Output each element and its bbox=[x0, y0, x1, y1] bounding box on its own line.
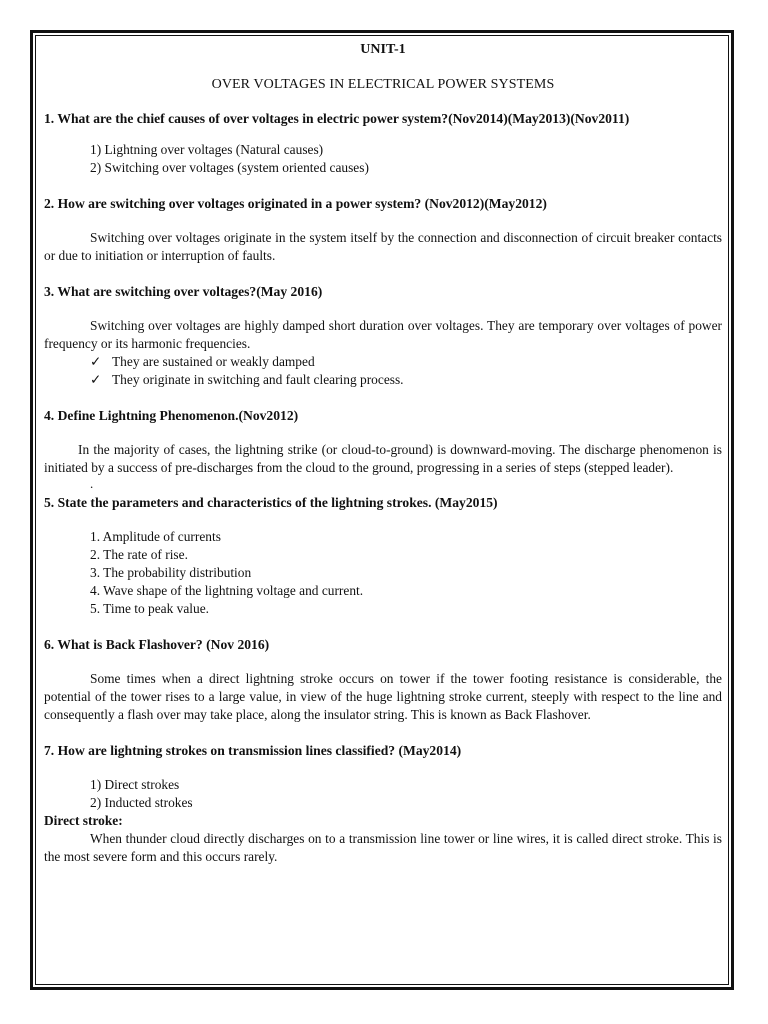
question-7: 7. How are lightning strokes on transmission lines classified? (May2014) bbox=[44, 743, 462, 758]
answer-7: When thunder cloud directly discharges on to a transmission line tower or line wires, it is called direct stroke. This is the most severe form and this occurs rarely. bbox=[44, 831, 722, 864]
list-item: 1. Amplitude of currents bbox=[90, 529, 221, 544]
document-title: OVER VOLTAGES IN ELECTRICAL POWER SYSTEMS bbox=[211, 77, 555, 92]
question-6: 6. What is Back Flashover? (Nov 2016) bbox=[44, 637, 270, 652]
answer-2: Switching over voltages originate in the system itself by the connection and disconnection of circuit breaker contacts or due to initiation or interruption of faults. bbox=[44, 230, 722, 263]
question-2: 2. How are switching over voltages originated in a power system? (Nov2012)(May2012) bbox=[44, 196, 547, 211]
answer-5-list bbox=[44, 528, 722, 618]
question-4: 4. Define Lightning Phenomenon.(Nov2012) bbox=[44, 408, 299, 423]
list-item: 4. Wave shape of the lightning voltage and current. bbox=[90, 583, 364, 598]
subheading-direct-stroke: Direct stroke: bbox=[44, 813, 123, 828]
list-item: 5. Time to peak value. bbox=[90, 601, 210, 616]
answer-6: Some times when a direct lightning stroke occurs on tower if the tower footing resistance is considerable, the potential of the tower rises to a large value, in view of the huge lightning stroke current, steeply with respect to the line and consequently a flash over may take place, along the insulator string. This is known as Back Flashover. bbox=[44, 671, 722, 722]
answer-4: In the majority of cases, the lightning strike (or cloud-to-ground) is downward-moving. The discharge phenomenon is initiated by a success of pre-discharges from the cloud to the ground, progressing in a series of steps (stepped leader). bbox=[44, 442, 722, 475]
list-item: 2. The rate of rise. bbox=[90, 547, 188, 562]
stray-dot: . bbox=[90, 476, 94, 491]
checkmark-icon: ✓ bbox=[90, 354, 102, 369]
list-item: 1) Lightning over voltages (Natural causes) bbox=[90, 142, 324, 157]
unit-heading: UNIT-1 bbox=[360, 42, 406, 57]
list-item bbox=[44, 371, 722, 389]
list-item-text: They originate in switching and fault clearing process. bbox=[112, 372, 404, 387]
list-item: 2) Switching over voltages (system oriented causes) bbox=[90, 160, 369, 175]
answer-3: Switching over voltages are highly damped short duration over voltages. They are temporary over voltages of power frequency or its harmonic frequencies. bbox=[44, 318, 722, 351]
answer-3-checklist bbox=[44, 353, 722, 389]
answer-7-list bbox=[44, 776, 722, 812]
answer-1-list bbox=[44, 141, 722, 177]
document-page bbox=[44, 36, 722, 866]
question-1: 1. What are the chief causes of over voltages in electric power system?(Nov2014)(May2013)(Nov2011) bbox=[44, 111, 630, 126]
checkmark-icon: ✓ bbox=[90, 372, 102, 387]
list-item-text: They are sustained or weakly damped bbox=[112, 354, 315, 369]
question-5: 5. State the parameters and characteristics of the lightning strokes. (May2015) bbox=[44, 495, 498, 510]
question-3: 3. What are switching over voltages?(May 2016) bbox=[44, 284, 323, 299]
list-item bbox=[44, 353, 722, 371]
list-item: 1) Direct strokes bbox=[90, 777, 180, 792]
list-item: 2) Inducted strokes bbox=[90, 795, 193, 810]
list-item: 3. The probability distribution bbox=[90, 565, 252, 580]
